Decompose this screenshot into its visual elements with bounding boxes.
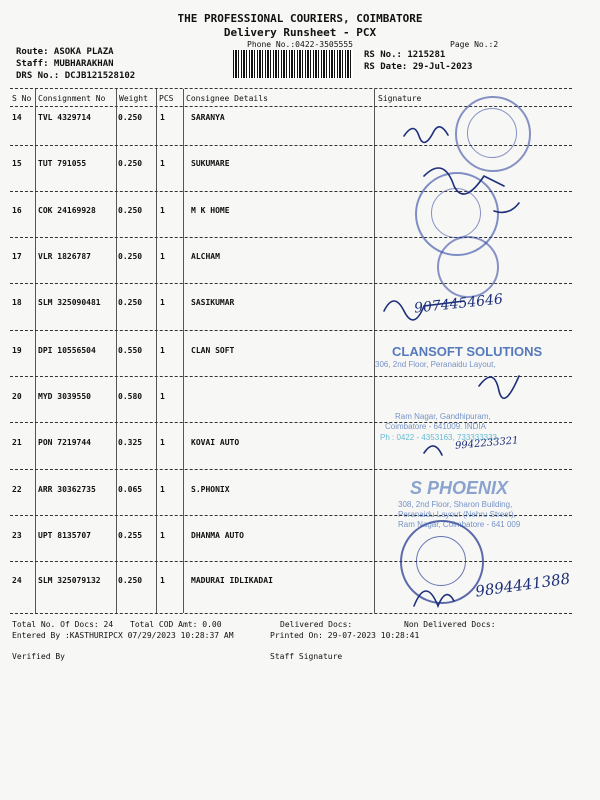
- row-weight: 0.550: [118, 346, 143, 355]
- row-pcs: 1: [160, 485, 165, 494]
- row-weight: 0.250: [118, 252, 143, 261]
- signature-ink-layer: [374, 96, 584, 616]
- handwritten-phone: 9894441388: [474, 569, 572, 601]
- row-weight: 0.250: [118, 576, 143, 585]
- row-consignment: TVL 4329714: [38, 113, 91, 122]
- col-sep: [35, 89, 36, 613]
- row-consignee: ALCHAM: [191, 252, 220, 261]
- row-consignment: SLM 325090481: [38, 298, 101, 307]
- row-consignment: MYD 3039550: [38, 392, 91, 401]
- signature-scribble: [424, 446, 442, 455]
- page-number: Page No.:2: [450, 40, 499, 49]
- row-consignee: S.PHONIX: [191, 485, 230, 494]
- route-label: Route: ASOKA PLAZA: [16, 47, 114, 57]
- rs-date: RS Date: 29-Jul-2023: [364, 62, 473, 72]
- row-consignment: COK 24169928: [38, 206, 96, 215]
- staff-signature: Staff Signature: [270, 652, 343, 661]
- row-pcs: 1: [160, 346, 165, 355]
- row-pcs: 1: [160, 298, 165, 307]
- row-consignee: MADURAI IDLIKADAI: [191, 576, 273, 585]
- non-delivered-docs: Non Delivered Docs:: [404, 620, 496, 629]
- verified-by: Verified By: [12, 652, 65, 661]
- col-header-signature: Signature: [378, 94, 422, 103]
- col-header-sno: S No: [12, 94, 32, 103]
- row-weight: 0.250: [118, 113, 143, 122]
- drs-label: DRS No.: DCJB121528102: [16, 71, 136, 81]
- handwritten-phone: 9942233321: [454, 435, 519, 452]
- row-consignee: SASIKUMAR: [191, 298, 235, 307]
- row-consignee: SUKUMARE: [191, 159, 230, 168]
- handwritten-phone: 9074454646: [413, 291, 504, 317]
- row-consignee: DHANMA AUTO: [191, 531, 244, 540]
- total-docs: Total No. Of Docs: 24: [12, 620, 114, 629]
- row-consignment: ARR 30362735: [38, 485, 96, 494]
- row-sno: 24: [12, 576, 22, 585]
- printed-on: Printed On: 29-07-2023 10:28:41: [270, 631, 420, 640]
- total-cod: Total COD Amt: 0.00: [130, 620, 222, 629]
- col-header-consignee: Consignee Details: [186, 94, 268, 103]
- row-pcs: 1: [160, 392, 165, 401]
- rs-number: RS No.: 1215281: [364, 50, 446, 60]
- row-pcs: 1: [160, 113, 165, 122]
- phoenix-stamp-address2: Peranaidu Layout (Nehru Street),: [398, 510, 516, 519]
- signature-scribble: [414, 591, 454, 606]
- row-sno: 19: [12, 346, 22, 355]
- col-header-weight: Weight: [119, 94, 148, 103]
- row-consignment: TUT 791055: [38, 159, 87, 168]
- row-pcs: 1: [160, 531, 165, 540]
- col-sep: [116, 89, 117, 613]
- col-sep: [183, 89, 184, 613]
- clansoft-stamp-phone: Ph : 0422 - 4353163, 733333333: [380, 433, 497, 442]
- phone-number: Phone No.:0422-3505555: [247, 40, 353, 49]
- company-title: THE PROFESSIONAL COURIERS, COIMBATORE: [177, 12, 423, 25]
- signature-scribble: [424, 168, 504, 194]
- row-sno: 18: [12, 298, 22, 307]
- signature-scribble: [479, 376, 519, 398]
- phoenix-stamp-address1: 308, 2nd Floor, Sharon Building,: [398, 500, 513, 509]
- clansoft-stamp-address3: Coimbatore - 641009. INDIA: [385, 422, 486, 431]
- row-sno: 20: [12, 392, 22, 401]
- col-header-pcs: PCS: [159, 94, 174, 103]
- row-consignment: VLR 1826787: [38, 252, 91, 261]
- row-weight: 0.250: [118, 206, 143, 215]
- row-weight: 0.255: [118, 531, 143, 540]
- row-sno: 17: [12, 252, 22, 261]
- row-sno: 16: [12, 206, 22, 215]
- phoenix-stamp-name: S PHOENIX: [410, 478, 509, 498]
- row-consignee: CLAN SOFT: [191, 346, 235, 355]
- row-sno: 21: [12, 438, 22, 447]
- phoenix-stamp-address3: Ram Nagar, Coimbatore - 641 009: [398, 520, 521, 529]
- row-weight: 0.325: [118, 438, 143, 447]
- row-weight: 0.580: [118, 392, 143, 401]
- row-consignment: UPT 8135707: [38, 531, 91, 540]
- signature-scribble: [494, 203, 519, 212]
- row-consignee: SARANYA: [191, 113, 225, 122]
- row-consignee: KOVAI AUTO: [191, 438, 240, 447]
- col-sep: [156, 89, 157, 613]
- row-pcs: 1: [160, 206, 165, 215]
- col-header-consignment: Consignment No: [38, 94, 106, 103]
- row-weight: 0.065: [118, 485, 143, 494]
- row-consignment: SLM 325079132: [38, 576, 101, 585]
- row-pcs: 1: [160, 252, 165, 261]
- row-pcs: 1: [160, 576, 165, 585]
- row-consignee: M K HOME: [191, 206, 230, 215]
- clansoft-stamp-address1: 306, 2nd Floor, Peranaidu Layout,: [375, 360, 496, 369]
- row-consignment: DPI 10556504: [38, 346, 96, 355]
- row-sno: 15: [12, 159, 22, 168]
- row-consignment: PON 7219744: [38, 438, 91, 447]
- row-weight: 0.250: [118, 159, 143, 168]
- clansoft-stamp-name: CLANSOFT SOLUTIONS: [392, 344, 543, 359]
- staff-label: Staff: MUBHARAKHAN: [16, 59, 114, 69]
- row-sno: 23: [12, 531, 22, 540]
- header-top-rule: [10, 88, 572, 89]
- row-sno: 22: [12, 485, 22, 494]
- delivered-docs: Delivered Docs:: [280, 620, 353, 629]
- barcode: [233, 50, 353, 78]
- row-pcs: 1: [160, 438, 165, 447]
- row-sno: 14: [12, 113, 22, 122]
- row-weight: 0.250: [118, 298, 143, 307]
- runsheet-title: Delivery Runsheet - PCX: [223, 26, 377, 39]
- clansoft-stamp-address2: Ram Nagar, Gandhipuram,: [395, 412, 491, 421]
- entered-by: Entered By :KASTHURIPCX 07/29/2023 10:28:37 AM: [12, 631, 234, 640]
- signature-scribble: [404, 127, 448, 143]
- row-pcs: 1: [160, 159, 165, 168]
